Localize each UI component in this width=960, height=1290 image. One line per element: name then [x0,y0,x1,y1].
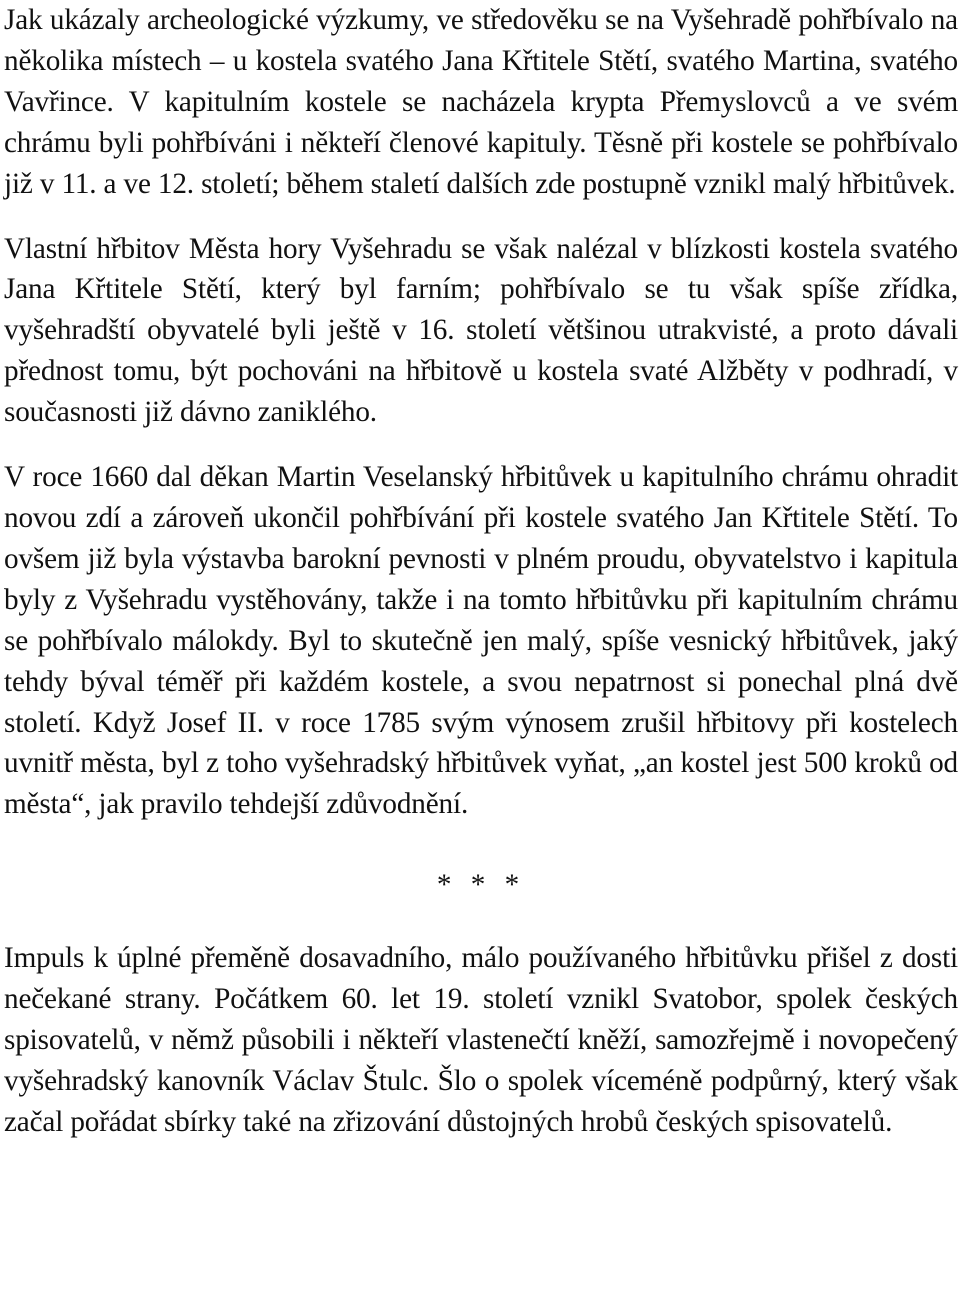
document-page [4,0,958,1143]
section-separator: * * * [436,869,526,902]
paragraph-1660-enclosure: V roce 1660 dal děkan Martin Veselanský hřbitůvek u kapitulního chrámu ohradit novou zdí a zároveň ukončil pohřbívání při kostele svatého Jan Křtitele Stětí. To ovšem již byla výstavba barokní pevnosti v plném proudu, obyvatelstvo i kapitula byly z Vyšehradu vystěhovány, takže i na tomto hřbitůvku při kapitulním chrámu se pohřbívalo málokdy. Byl to skutečně jen malý, spíše vesnický hřbitůvek, jaký tehdy býval téměř při každém kostele, a svou nepatrnost si ponechal plná dvě století. Když Josef II. v roce 1785 svým výnosem zrušil hřbitovy při kostelech uvnitř města, byl z toho vyšehradský hřbitůvek vyňat, „an kostel jest 500 kroků od města“, jak pravilo tehdejší zdůvodnění. [4,461,958,821]
paragraph-parish-cemetery: Vlastní hřbitov Města hory Vyšehradu se však nalézal v blízkosti kostela svatého Jana Křtitele Stětí, který byl farním; pohřbívalo se tu však spíše zřídka, vyšehradští obyvatelé byli ještě v 16. století většinou utrakvisté, a proto dávali přednost tomu, být pochováni na hřbitově u kostela svaté Alžběty v podhradí, v současnosti již dávno zaniklého. [4,232,958,429]
paragraph-svatobor: Impuls k úplné přeměně dosavadního, málo používaného hřbitůvku přišel z dosti nečekané strany. Počátkem 60. let 19. století vznikl Svatobor, spolek českých spisovatelů, v němž působili i někteří vlastenečtí kněží, samozřejmě i novopečený vyšehradský kanovník Václav Štulc. Šlo o spolek víceméně podpůrný, který však začal pořádat sbírky také na zřizování důstojných hrobů českých spisovatelů. [4,942,958,1138]
paragraph-archaeology: Jak ukázaly archeologické výzkumy, ve středověku se na Vyšehradě pohřbívalo na několika místech – u kostela svatého Jana Křtitele Stětí, svatého Martina, svatého Vavřince. V kapitulním kostele se nacházela krypta Přemyslovců a ve svém chrámu byli pohřbíváni i někteří členové kapituly. Těsně při kostele se pohřbívalo již v 11. a ve 12. století; během staletí dalších zde postupně vznikl malý hřbitůvek. [4,4,958,200]
